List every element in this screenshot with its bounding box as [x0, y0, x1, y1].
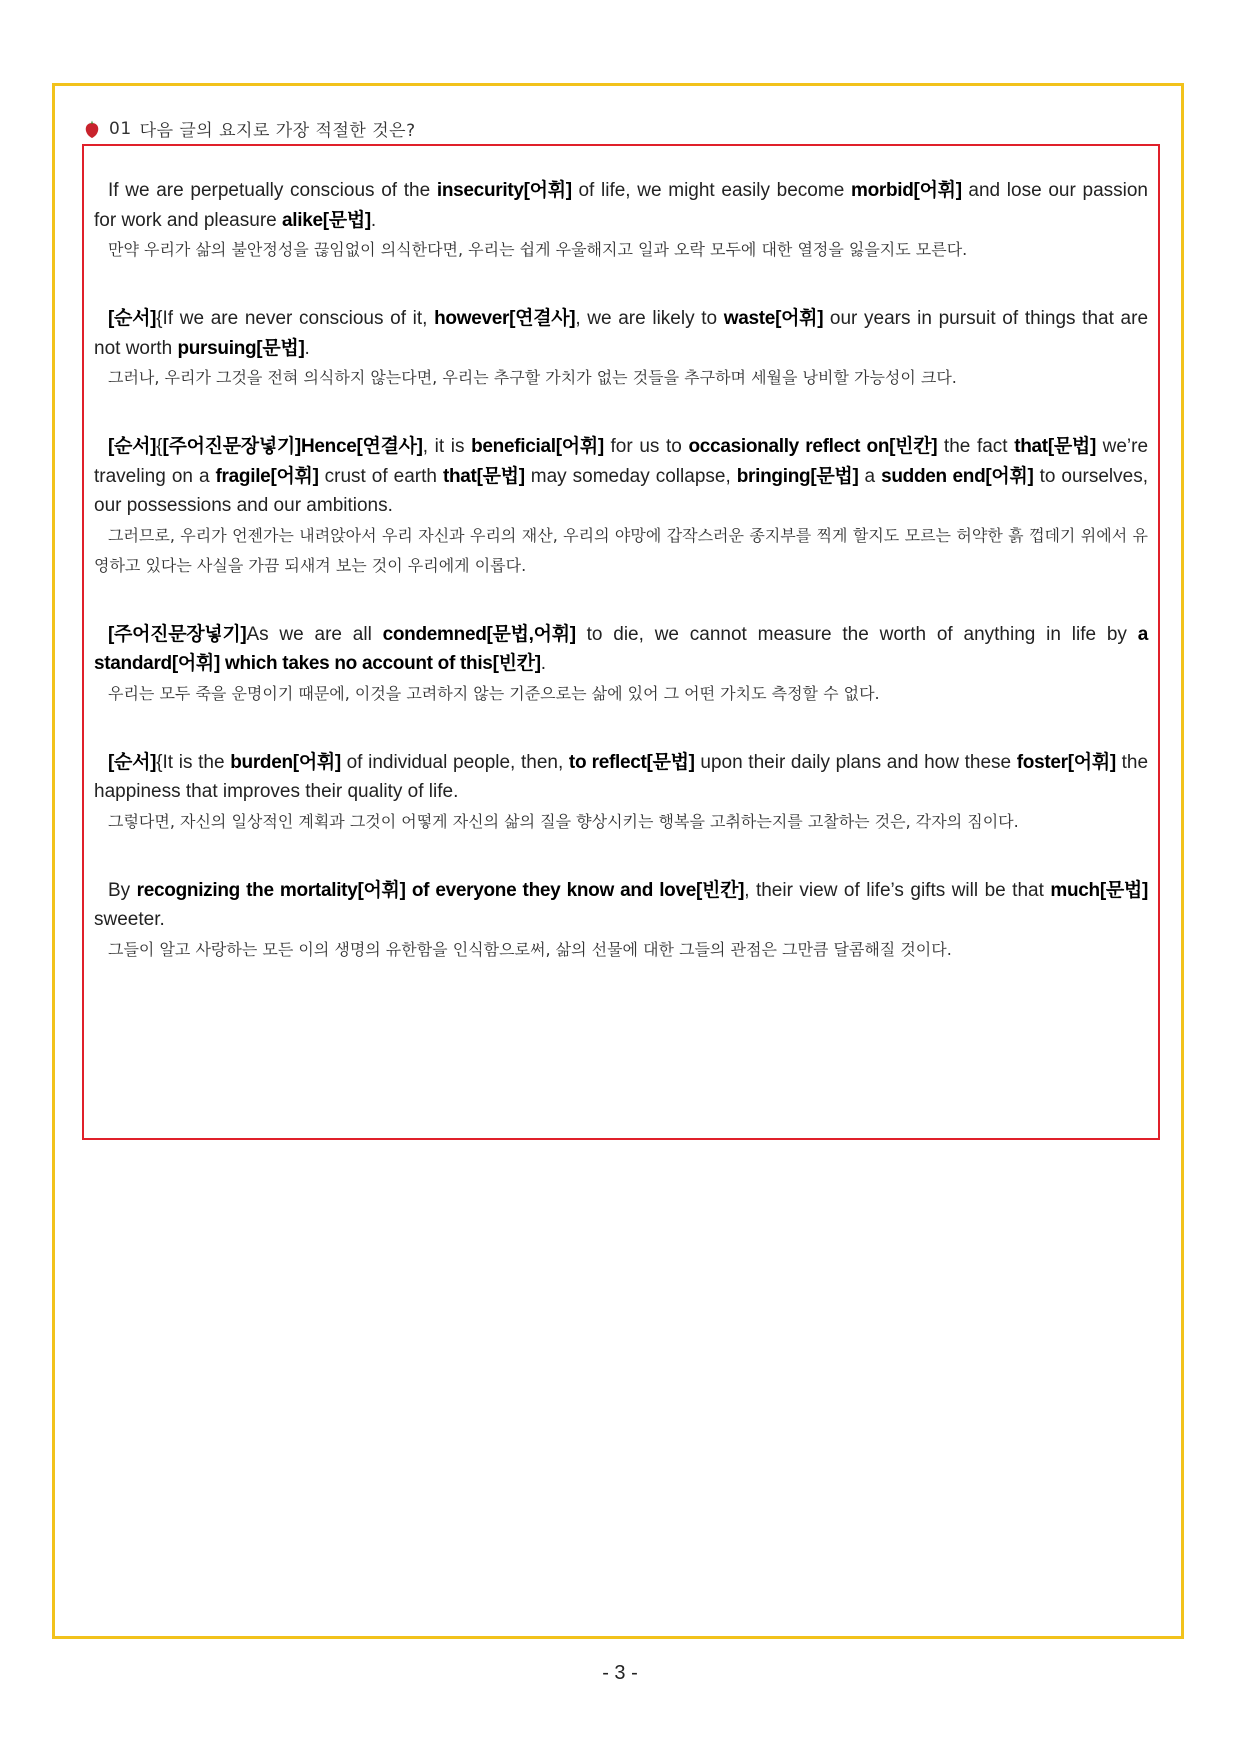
annotated-term: waste[어휘] [723, 308, 824, 329]
page-number: - 3 - [602, 1662, 638, 1684]
korean-translation: 만약 우리가 삶의 불안정성을 끊임없이 의식한다면, 우리는 쉽게 우울해지고 일과 오락 모두에 대한 열정을 잃을지도 모른다. [108, 240, 968, 259]
text-span: , it is [422, 436, 472, 457]
annotated-term: alike[문법] [282, 209, 371, 231]
question-text: 다음 글의 요지로 가장 적절한 것은? [139, 121, 416, 141]
paragraph-block [94, 176, 1148, 265]
annotated-term: to reflect[문법] [568, 751, 695, 773]
annotated-term: fragile[어휘] [215, 465, 319, 487]
annotated-term: [주어진문장넣기] [108, 623, 247, 645]
english-sentence [94, 620, 1148, 679]
annotated-term: bringing[문법] [736, 465, 859, 487]
text-span: As we are all [246, 623, 383, 645]
paragraph-block [94, 620, 1148, 709]
annotated-term: recognizing the mortality[어휘] of everyone they know and love[빈칸] [136, 879, 745, 901]
english-sentence [94, 748, 1148, 807]
text-span: for us to [603, 436, 689, 457]
korean-translation: 그렇다면, 자신의 일상적인 계획과 그것이 어떻게 자신의 삶의 질을 향상시키는 행복을 고취하는지를 고찰하는 것은, 각자의 짐이다. [108, 811, 1019, 831]
korean-translation: 그러므로, 우리가 언젠가는 내려앉아서 우리 자신과 우리의 재산, 우리의 야망에 갑작스러운 종지부를 찍게 할지도 모르는 허약한 흙 껍데기 위에서 유영하고 있다는 사실을 가끔 되새겨 보는 것이 우리에게 이롭다. [94, 525, 1148, 575]
question-header [85, 116, 416, 141]
passage-box [82, 144, 1160, 1140]
annotated-term: a standard[어휘] which takes no account of this[빈칸] [94, 623, 1149, 674]
text-span: By [108, 879, 137, 901]
text-span: the happiness that improves their quality of life. [94, 751, 1149, 802]
text-span: , their view of life’s gifts will be that [744, 879, 1051, 901]
text-span: of life, we might easily become [571, 180, 851, 201]
annotated-term: [순서] [108, 308, 157, 329]
english-sentence [94, 304, 1148, 363]
text-span: sweeter. [94, 909, 165, 930]
text-span: and lose our passion for work and pleasure [94, 180, 1148, 231]
english-sentence [94, 432, 1148, 521]
text-span: {If we are never conscious of it, [156, 308, 435, 329]
text-span: may someday collapse, [524, 465, 737, 487]
annotated-term: [주어진문장넣기]Hence[연결사] [162, 436, 423, 457]
annotated-term: foster[어휘] [1016, 751, 1116, 773]
question-number: 01 [109, 118, 132, 139]
paragraph-block [94, 748, 1148, 837]
annotated-term: morbid[어휘] [850, 180, 962, 201]
annotated-term: sudden end[어휘] [881, 465, 1034, 487]
text-span: { [156, 436, 163, 457]
text-span: . [540, 653, 547, 674]
paragraph-block [94, 304, 1148, 393]
text-span: our years in pursuit of things that are not worth [94, 308, 1149, 359]
annotated-term: condemned[문법,어휘] [382, 623, 576, 645]
text-span: , we are likely to [575, 308, 724, 329]
annotated-term: much[문법] [1050, 879, 1148, 901]
korean-translation: 그러나, 우리가 그것을 전혀 의식하지 않는다면, 우리는 추구할 가치가 없는 것들을 추구하며 세월을 낭비할 가능성이 크다. [108, 368, 957, 387]
text-span: . [304, 337, 310, 359]
text-span: {It is the [156, 751, 231, 773]
text-span: of individual people, then, [340, 751, 569, 773]
annotated-term: however[연결사] [434, 308, 576, 329]
text-span: upon their daily plans and how these [694, 751, 1017, 773]
annotated-term: [순서] [108, 751, 157, 773]
text-span: the fact [937, 436, 1015, 457]
english-sentence [94, 876, 1148, 935]
korean-translation: 우리는 모두 죽을 운명이기 때문에, 이것을 고려하지 않는 기준으로는 삶에 있어 그 어떤 가치도 측정할 수 없다. [108, 683, 880, 703]
annotated-term: insecurity[어휘] [436, 180, 572, 201]
text-span: . [370, 209, 377, 231]
page-frame [52, 83, 1184, 1639]
annotated-term: occasionally reflect on[빈칸] [688, 436, 938, 457]
annotated-term: pursuing[문법] [177, 337, 305, 359]
annotated-term: beneficial[어휘] [471, 436, 604, 457]
strawberry-icon [85, 120, 99, 138]
text-span: a [858, 465, 882, 487]
korean-translation: 그들이 알고 사랑하는 모든 이의 생명의 유한함을 인식함으로써, 삶의 선물에 대한 그들의 관점은 그만큼 달콤해질 것이다. [108, 939, 952, 959]
text-span: crust of earth [318, 465, 443, 487]
text-span: If we are perpetually conscious of the [108, 180, 437, 201]
text-span: to die, we cannot measure the worth of anything in life by [575, 623, 1138, 645]
annotated-term: that[문법] [1014, 436, 1096, 457]
annotated-term: that[문법] [442, 465, 525, 487]
text-span: we’re traveling on a [94, 436, 1149, 487]
annotated-term: burden[어휘] [230, 751, 341, 773]
annotated-term: [순서] [108, 436, 157, 457]
english-sentence [94, 176, 1148, 235]
paragraph-block [94, 876, 1148, 965]
paragraph-block [94, 432, 1148, 581]
text-span: to ourselves, our possessions and our ambitions. [94, 465, 1149, 516]
